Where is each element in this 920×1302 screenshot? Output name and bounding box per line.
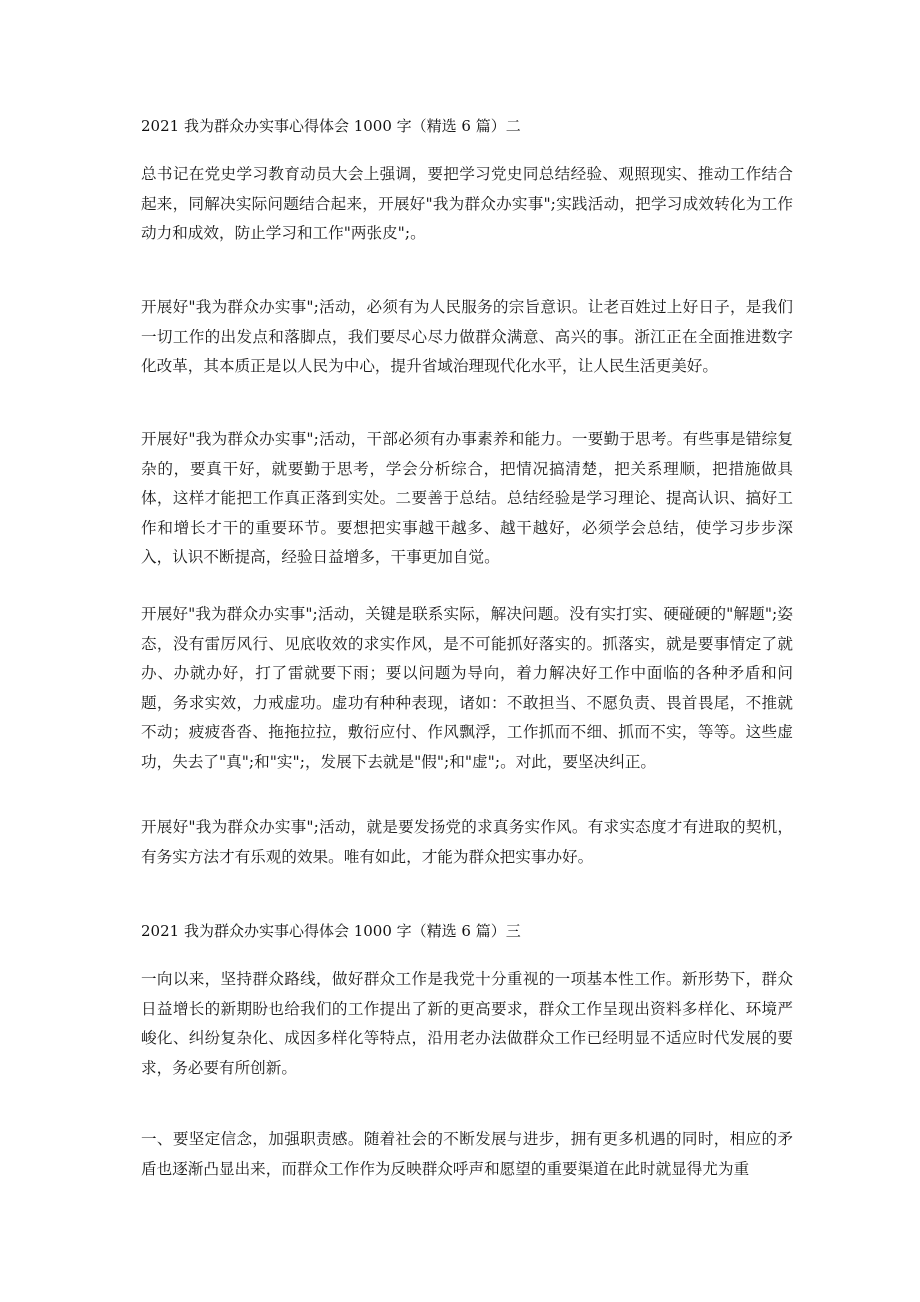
section-heading-3: 2021 我为群众办实事心得体会 1000 字（精选 6 篇）三 bbox=[141, 922, 521, 940]
paragraph: 开展好"我为群众办实事";活动，必须有为人民服务的宗旨意识。让老百姓过上好日子，是我们一切工作的出发点和落脚点，我们要尽心尽力做群众满意、高兴的事。浙江正在全面推进数字化改革，其本质正是以人民为中心，提升省域治理现代化水平，让人民生活更美好。 bbox=[141, 298, 793, 375]
paragraph: 开展好"我为群众办实事";活动，关键是联系实际，解决问题。没有实打实、硬碰硬的"解题";姿态，没有雷厉风行、见底收效的求实作风，是不可能抓好落实的。抓落实，就是要事情定了就办、办就办好，打了雷就要下雨；要以问题为导向，着力解决好工作中面临的各种矛盾和问题，务求实效，力戒虚功。虚功有种种表现，诸如：不敢担当、不愿负责、畏首畏尾，不推就不动；疲疲沓沓、拖拖拉拉，敷衍应付、作风飘浮，工作抓而不细、抓而不实，等等。这些虚功，失去了"真";和"实";，发展下去就是"假";和"虚";。对此，要坚决纠正。 bbox=[141, 605, 793, 771]
paragraph: 总书记在党史学习教育动员大会上强调，要把学习党史同总结经验、观照现实、推动工作结合起来，同解决实际问题结合起来，开展好"我为群众办实事";实践活动，把学习成效转化为工作动力和成效，防止学习和工作"两张皮";。 bbox=[141, 165, 793, 242]
paragraph: 一向以来，坚持群众路线，做好群众工作是我党十分重视的一项基本性工作。新形势下，群众日益增长的新期盼也给我们的工作提出了新的更高要求，群众工作呈现出资料多样化、环境严峻化、纠纷复杂化、成因多样化等特点，沿用老办法做群众工作已经明显不适应时代发展的要求，务必要有所创新。 bbox=[141, 970, 793, 1077]
section-heading-2: 2021 我为群众办实事心得体会 1000 字（精选 6 篇）二 bbox=[141, 117, 521, 135]
paragraph: 开展好"我为群众办实事";活动，干部必须有办事素养和能力。一要勤于思考。有些事是错综复杂的，要真干好，就要勤于思考，学会分析综合，把情况搞清楚，把关系理顺，把措施做具体，这样才能把工作真正落到实处。二要善于总结。总结经验是学习理论、提高认识、搞好工作和增长才干的重要环节。要想把实事越干越多、越干越好，必须学会总结，使学习步步深入，认识不断提高，经验日益增多，干事更加自觉。 bbox=[141, 430, 793, 566]
paragraph: 开展好"我为群众办实事";活动，就是要发扬党的求真务实作风。有求实态度才有进取的契机，有务实方法才有乐观的效果。唯有如此，才能为群众把实事办好。 bbox=[141, 818, 793, 866]
paragraph: 一、要坚定信念，加强职责感。随着社会的不断发展与进步，拥有更多机遇的同时，相应的矛盾也逐渐凸显出来，而群众工作作为反映群众呼声和愿望的重要渠道在此时就显得尤为重 bbox=[141, 1130, 793, 1178]
